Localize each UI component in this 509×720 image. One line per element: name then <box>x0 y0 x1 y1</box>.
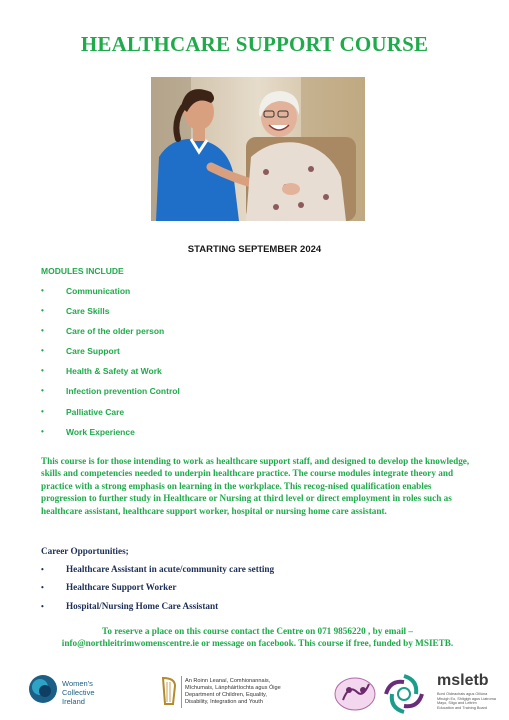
career-label: Healthcare Support Worker <box>66 582 177 593</box>
bullet-icon: • <box>41 565 44 574</box>
module-label: Care of the older person <box>66 326 165 337</box>
dept-line: Disability, Integration and Youth <box>185 699 263 705</box>
page-title: HEALTHCARE SUPPORT COURSE <box>80 32 429 56</box>
dept-line: Department of Children, Equality, <box>185 692 267 698</box>
wci-line: Collective <box>62 688 95 697</box>
bullet-icon: • <box>41 286 44 295</box>
module-label: Palliative Care <box>66 406 125 417</box>
msletb-line: Mayo, Sligo and Leitrim <box>437 701 477 706</box>
bullet-icon: • <box>41 386 44 396</box>
care-photo <box>151 77 365 221</box>
harp-logo-icon <box>160 676 178 706</box>
msletb-line: Education and Training Board <box>437 705 488 710</box>
women-centre-logo-icon <box>333 670 377 714</box>
msletb-logo-word: msletb <box>437 672 489 689</box>
module-label: Work Experience <box>66 426 135 437</box>
msletb-line: Mhuigh Eo, Shligigh agus Liatroma <box>437 696 496 701</box>
start-date: STARTING SEPTEMBER 2024 <box>187 244 322 255</box>
sponsor-logos <box>0 668 509 720</box>
bullet-icon: • <box>41 306 44 316</box>
modules-heading: MODULES INCLUDE <box>41 266 124 276</box>
dept-logo-text <box>185 678 281 706</box>
bullet-icon: • <box>41 346 44 356</box>
dept-line: An Roinn Leanaí, Comhionannais, <box>185 678 271 684</box>
module-label: Care Support <box>66 346 120 357</box>
career-heading: Career Opportunities; <box>41 546 129 556</box>
dept-line: Míchumais, Lánpháirtíochta agus Óige <box>185 685 281 691</box>
bullet-icon: • <box>41 426 44 436</box>
module-label: Communication <box>66 286 131 296</box>
career-label: Healthcare Assistant in acute/community care setting <box>66 564 275 574</box>
msletb-logo-subtext <box>437 692 496 710</box>
contact-info: To reserve a place on this course contact the Centre on 071 9856220 , by email – info@northleitrimwomenscentre.ie or message on facebook. This course if free, funded by MSIETB. <box>61 626 454 649</box>
wci-line: Ireland <box>62 697 85 706</box>
module-label: Care Skills <box>66 306 110 317</box>
module-label: Infection prevention Control <box>66 386 180 397</box>
module-label: Health & Safety at Work <box>66 366 162 377</box>
bullet-icon: • <box>41 326 44 336</box>
wci-line: Women's <box>62 679 93 688</box>
bullet-icon: • <box>41 366 44 376</box>
bullet-icon: • <box>41 601 44 611</box>
swirl-logo-icon <box>382 672 426 716</box>
bullet-icon: • <box>41 406 44 416</box>
nurse-and-elderly-woman-illustration <box>151 77 365 221</box>
course-description: This course is for those intending to work as healthcare support staff, and designed to develop the knowledge, skills and competencies needed to underpin healthcare practice. The course modules integrate theory and practice with a strong emphasis on learning in the workplace. This recog-nised qualification enables progression to further study in Healthcare or Nursing at third level or direct employment in roles such as healthcare assistant, healthcare support worker, hospital or nursing home care assistant. <box>41 456 470 516</box>
divider <box>181 676 182 708</box>
wci-logo-icon <box>28 674 58 704</box>
bullet-icon: • <box>41 583 44 593</box>
msletb-line: Bord Oideachais agus Oiliúna <box>437 692 488 696</box>
wci-logo-text <box>62 679 95 706</box>
career-label: Hospital/Nursing Home Care Assistant <box>66 600 219 611</box>
